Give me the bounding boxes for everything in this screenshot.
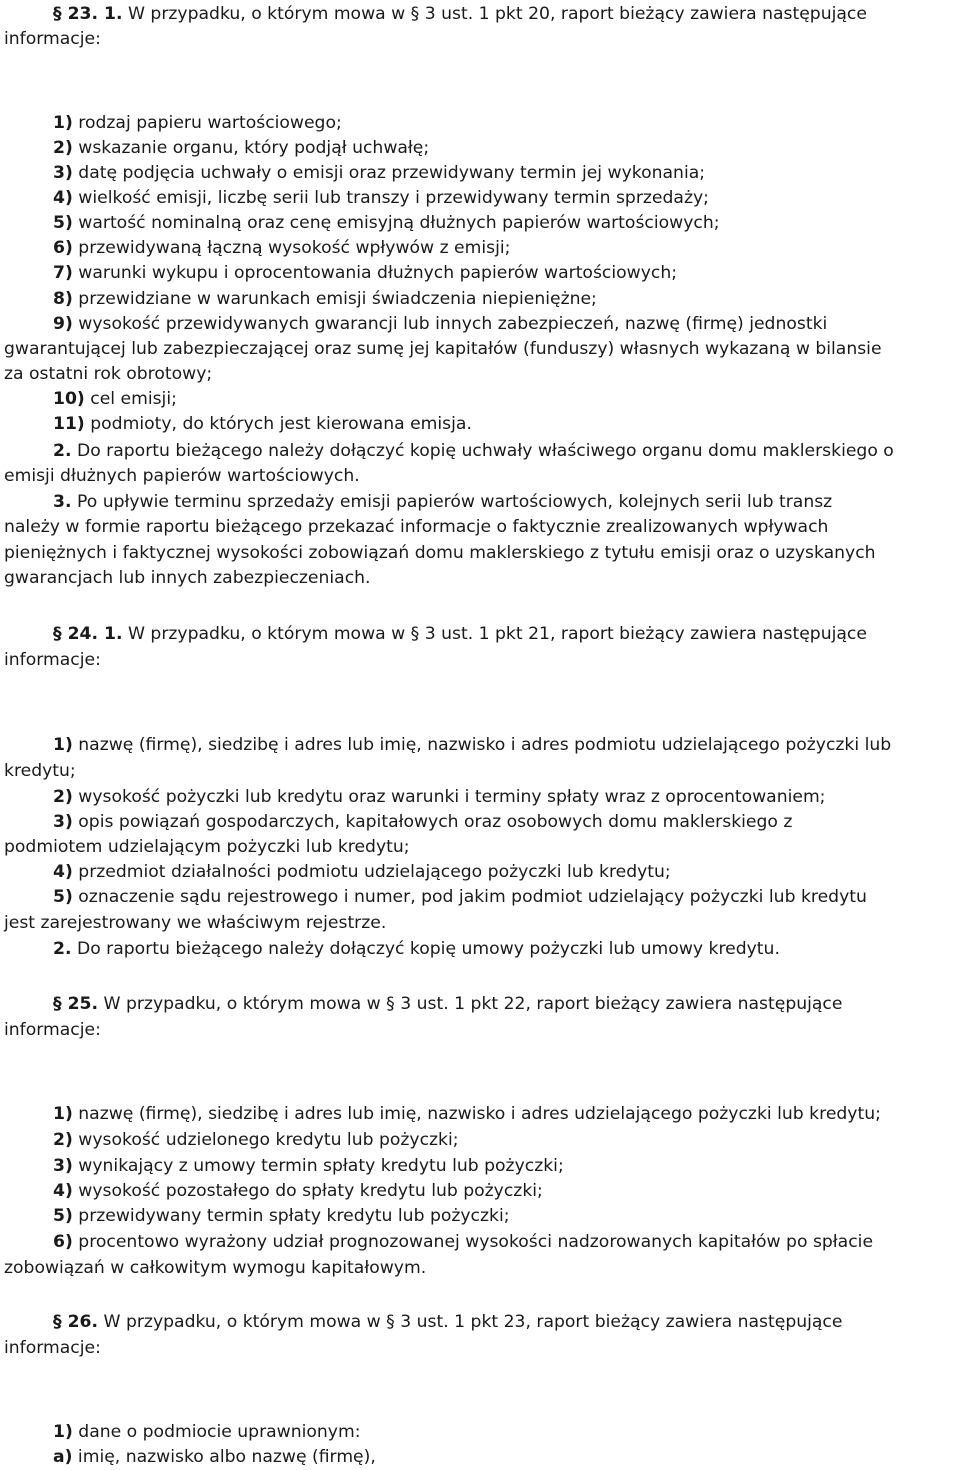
section-number: § 25. bbox=[53, 994, 99, 1014]
section-number: § 23. 1. bbox=[53, 4, 123, 24]
list-item: 9) wysokość przewidywanych gwarancji lub innych zabezpieczeń, nazwę (firmę) jednostki bbox=[53, 314, 828, 334]
section-25-heading bbox=[53, 992, 842, 1016]
list-item: 6) przewidywaną łączną wysokość wpływów z emisji; bbox=[53, 238, 511, 258]
list-item-continuation: zobowiązań w całkowitym wymogu kapitałowym. bbox=[4, 1258, 427, 1278]
list-item: 2) wysokość udzielonego kredytu lub pożyczki; bbox=[53, 1130, 459, 1150]
section-heading-text: W przypadku, o którym mowa w § 3 ust. 1 pkt 20, raport bieżący zawiera następujące bbox=[122, 4, 867, 24]
list-item-continuation: kredytu; bbox=[4, 761, 76, 781]
list-item: 1) nazwę (firmę), siedzibę i adres lub imię, nazwisko i adres udzielającego pożyczki lub kredytu; bbox=[53, 1104, 881, 1124]
list-item: 3) wynikający z umowy termin spłaty kredytu lub pożyczki; bbox=[53, 1156, 564, 1176]
section-number: § 26. bbox=[53, 1312, 99, 1332]
paragraph: 2. Do raportu bieżącego należy dołączyć kopię umowy pożyczki lub umowy kredytu. bbox=[53, 939, 780, 959]
list-item: 1) rodzaj papieru wartościowego; bbox=[53, 113, 342, 133]
list-item: 4) przedmiot działalności podmiotu udzielającego pożyczki lub kredytu; bbox=[53, 862, 671, 882]
list-item-continuation: za ostatni rok obrotowy; bbox=[4, 364, 213, 384]
section-heading-text: W przypadku, o którym mowa w § 3 ust. 1 pkt 21, raport bieżący zawiera następujące bbox=[122, 624, 867, 644]
list-item: 5) wartość nominalną oraz cenę emisyjną dłużnych papierów wartościowych; bbox=[53, 213, 720, 233]
paragraph-continuation: gwarancjach lub innych zabezpieczeniach. bbox=[4, 568, 371, 588]
list-item-continuation: jest zarejestrowany we właściwym rejestrze. bbox=[4, 913, 387, 933]
section-23-heading bbox=[53, 2, 867, 26]
list-item: 8) przewidziane w warunkach emisji świadczenia niepieniężne; bbox=[53, 289, 597, 309]
list-item: 6) procentowo wyrażony udział prognozowanej wysokości nadzorowanych kapitałów po spłacie bbox=[53, 1232, 874, 1252]
list-item: 4) wielkość emisji, liczbę serii lub transzy i przewidywany termin sprzedaży; bbox=[53, 188, 709, 208]
list-item: 1) dane o podmiocie uprawnionym: bbox=[53, 1422, 361, 1442]
list-item: 5) oznaczenie sądu rejestrowego i numer, pod jakim podmiot udzielający pożyczki lub kredytu bbox=[53, 887, 867, 907]
section-24-heading bbox=[53, 622, 867, 646]
list-item: 4) wysokość pozostałego do spłaty kredytu lub pożyczki; bbox=[53, 1181, 543, 1201]
list-item-continuation: gwarantującej lub zabezpieczającej oraz sumę jej kapitałów (funduszy) własnych wykazaną w bilansie bbox=[4, 339, 882, 359]
paragraph: 2. Do raportu bieżącego należy dołączyć kopię uchwały właściwego organu domu maklerskiego o bbox=[53, 441, 894, 461]
list-item: 3) datę podjęcia uchwały o emisji oraz przewidywany termin jej wykonania; bbox=[53, 163, 706, 183]
list-item: 2) wysokość pożyczki lub kredytu oraz warunki i terminy spłaty wraz z oprocentowaniem; bbox=[53, 787, 826, 807]
list-item: 3) opis powiązań gospodarczych, kapitałowych oraz osobowych domu maklerskiego z bbox=[53, 812, 793, 832]
list-item-continuation: podmiotem udzielającym pożyczki lub kredytu; bbox=[4, 837, 410, 857]
list-item: 10) cel emisji; bbox=[53, 389, 177, 409]
list-item: 11) podmioty, do których jest kierowana emisja. bbox=[53, 414, 472, 434]
section-heading-continuation: informacje: bbox=[4, 29, 101, 49]
paragraph-continuation: pieniężnych i faktycznej wysokości zobowiązań domu maklerskiego z tytułu emisji oraz o uzyskanych bbox=[4, 543, 876, 563]
section-heading-continuation: informacje: bbox=[4, 650, 101, 670]
section-heading-text: W przypadku, o którym mowa w § 3 ust. 1 pkt 22, raport bieżący zawiera następujące bbox=[98, 994, 843, 1014]
section-heading-continuation: informacje: bbox=[4, 1338, 101, 1358]
section-heading-text: W przypadku, o którym mowa w § 3 ust. 1 pkt 23, raport bieżący zawiera następujące bbox=[98, 1312, 843, 1332]
list-item: 2) wskazanie organu, który podjął uchwałę; bbox=[53, 138, 430, 158]
paragraph-continuation: emisji dłużnych papierów wartościowych. bbox=[4, 466, 360, 486]
paragraph-continuation: należy w formie raportu bieżącego przekazać informacje o faktycznie zrealizowanych wpływach bbox=[4, 517, 829, 537]
list-item: 1) nazwę (firmę), siedzibę i adres lub imię, nazwisko i adres podmiotu udzielającego pożyczki lub bbox=[53, 735, 892, 755]
paragraph: 3. Po upływie terminu sprzedaży emisji papierów wartościowych, kolejnych serii lub transz bbox=[53, 492, 833, 512]
section-number: § 24. 1. bbox=[53, 624, 123, 644]
section-26-heading bbox=[53, 1310, 842, 1334]
list-item: 7) warunki wykupu i oprocentowania dłużnych papierów wartościowych; bbox=[53, 263, 678, 283]
list-item: a) imię, nazwisko albo nazwę (firmę), bbox=[53, 1447, 376, 1467]
section-heading-continuation: informacje: bbox=[4, 1020, 101, 1040]
list-item: 5) przewidywany termin spłaty kredytu lub pożyczki; bbox=[53, 1206, 510, 1226]
